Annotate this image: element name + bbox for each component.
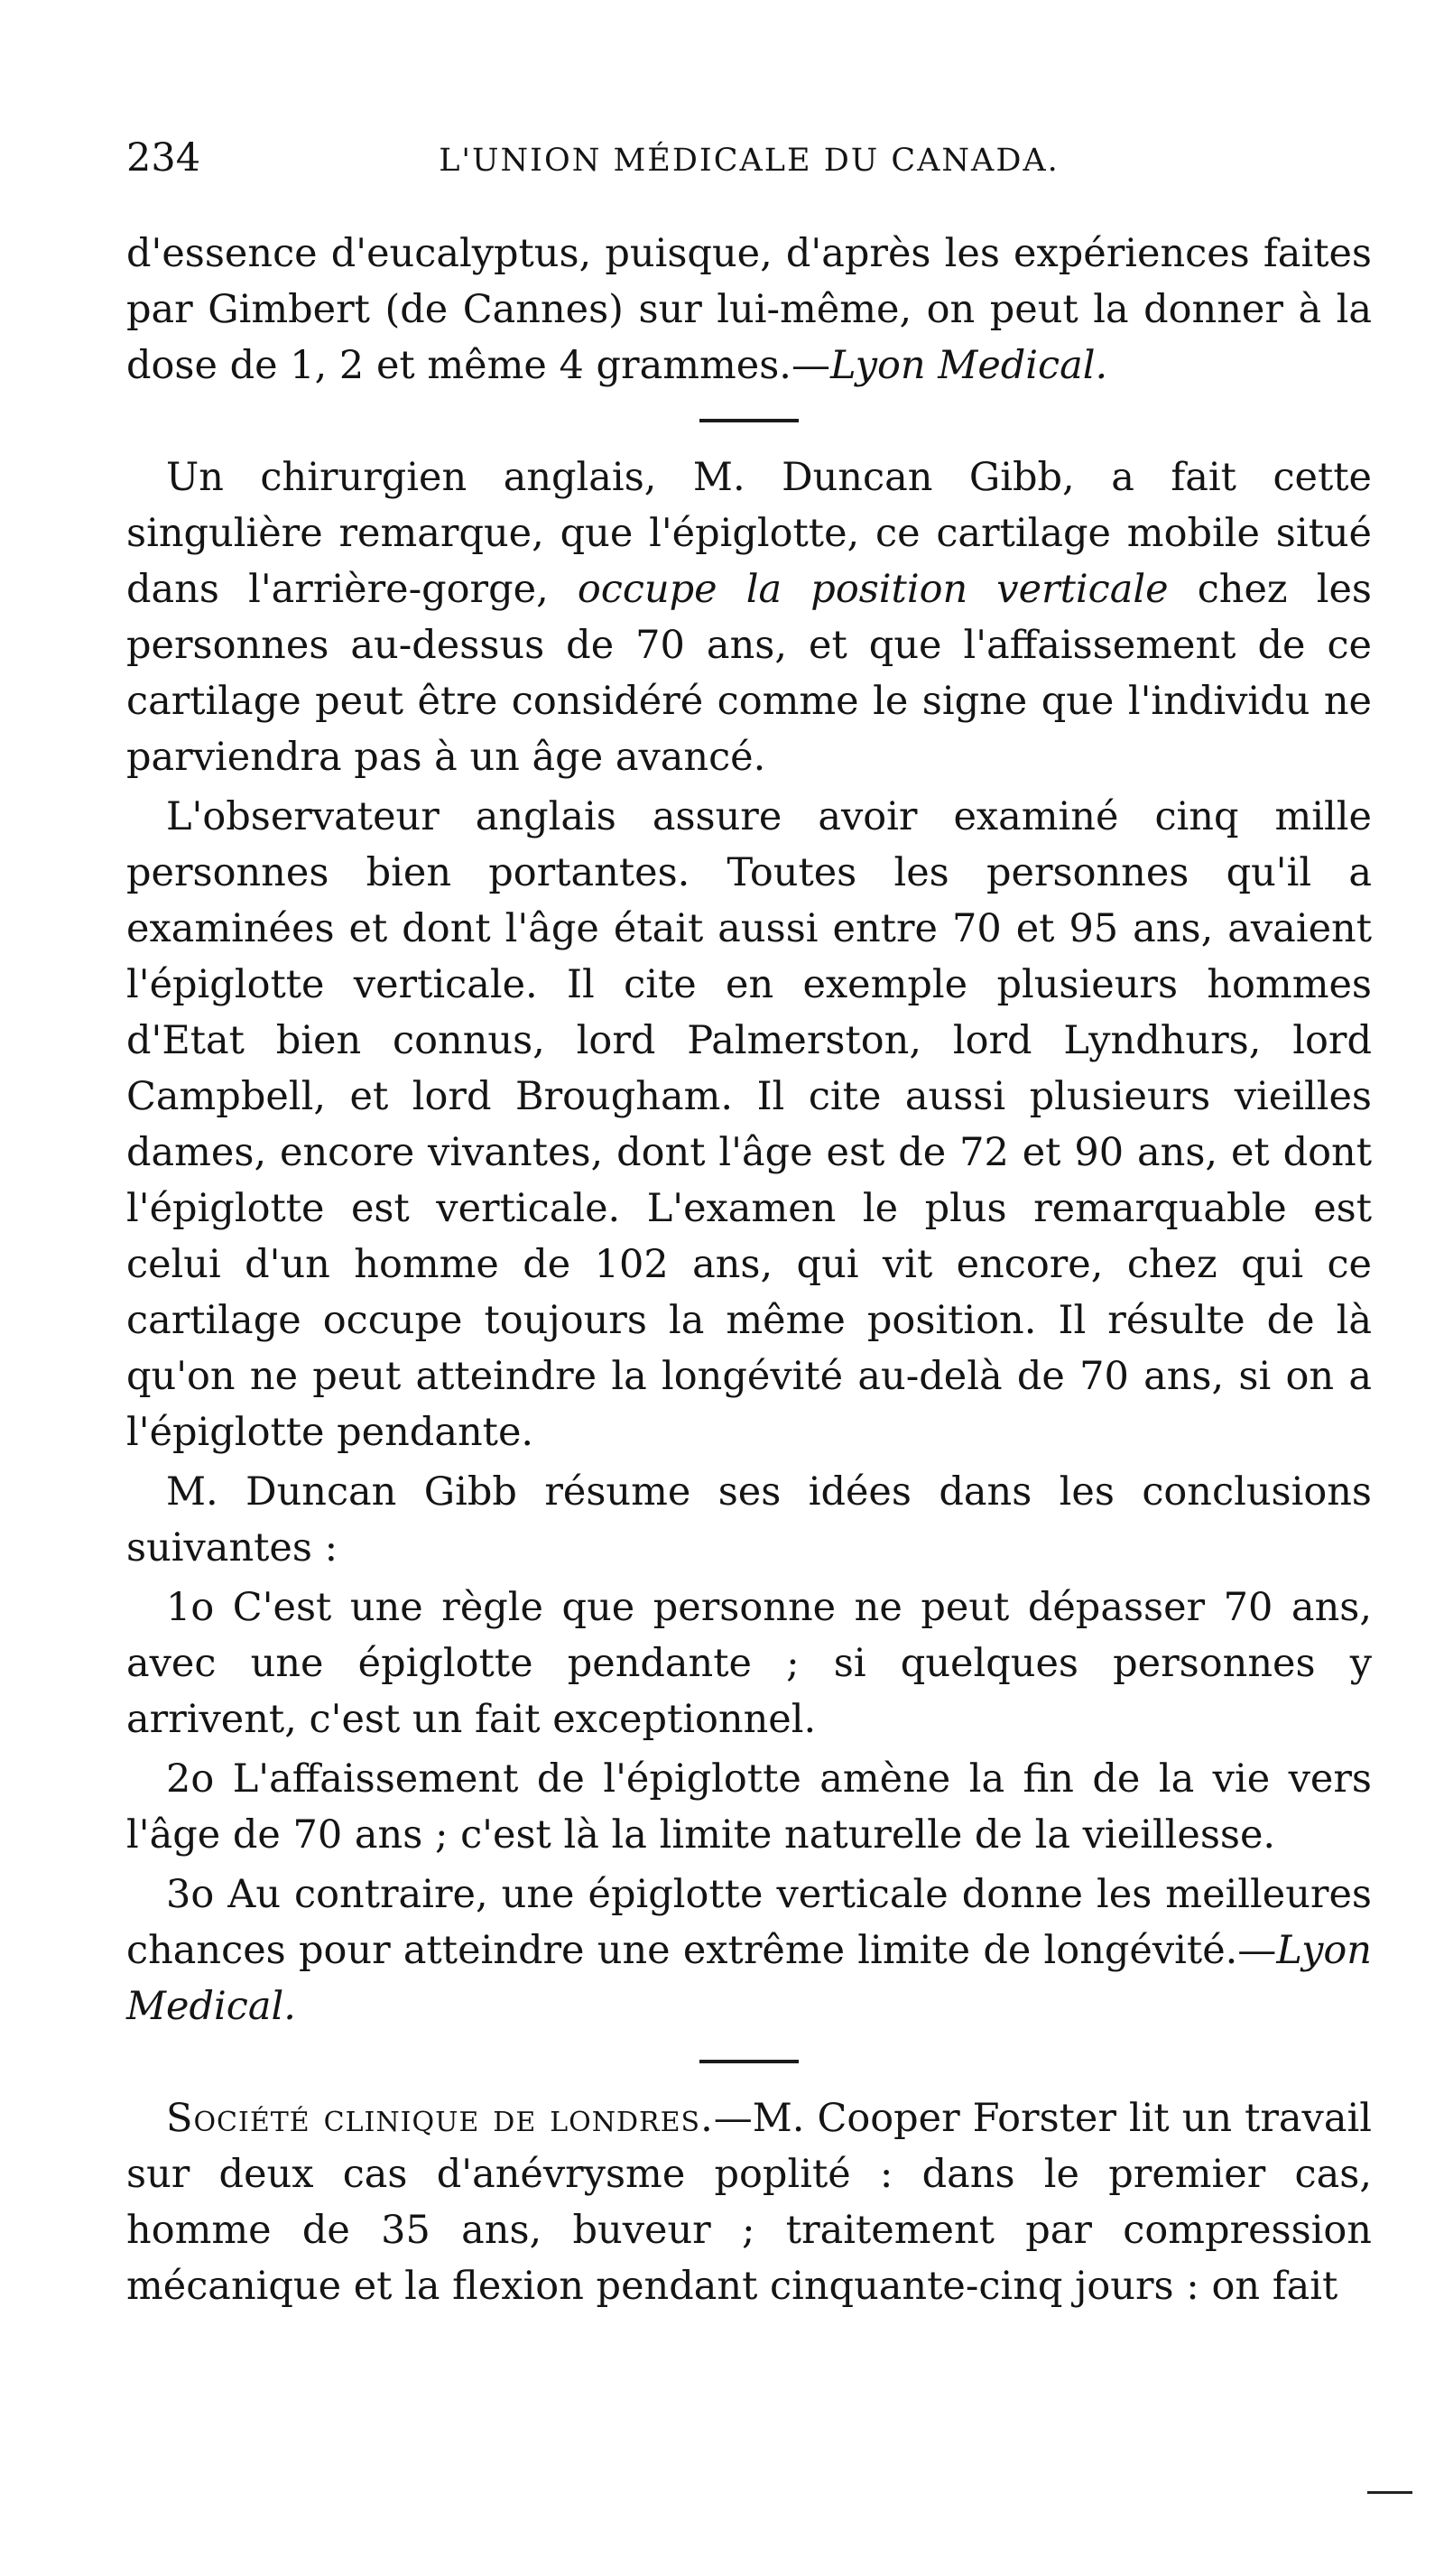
page-number: 234 [126, 135, 201, 181]
conclusion-2: 2o L'affaissement de l'épiglotte amène la fin de la vie vers l'âge de 70 ans ; c'est là la limite naturelle de la vieillesse. [126, 1756, 1372, 1858]
article-epiglotte-conclusions-lead: M. Duncan Gibb résume ses idées dans les conclusions suivantes : [126, 1469, 1372, 1571]
intro-italic-phrase: occupe la position verticale [577, 567, 1169, 612]
article-societe-clinique [126, 2090, 1372, 2314]
section-divider [699, 2060, 799, 2063]
page-header [126, 135, 1372, 190]
conclusion-3-text: 3o Au contraire, une épiglotte verticale donne les meilleures chances pour atteindre une extrême limite de longévité.— [126, 1872, 1372, 1973]
conclusion-3-source: Lyon Medical. [126, 1928, 1372, 2029]
page [126, 135, 1372, 2314]
page-edge-mark [1367, 2491, 1412, 2494]
article-eucalyptus-paragraph [126, 226, 1372, 394]
running-title: L'UNION MÉDICALE DU CANADA. [439, 143, 1060, 179]
article-epiglotte-intro [126, 449, 1372, 785]
conclusion-3 [126, 1867, 1372, 2034]
article-eucalyptus-source: Lyon Medical. [829, 343, 1108, 388]
intro-text-b: chez les personnes au-dessus de 70 ans, et que l'affaissement de ce cartilage peut être considéré comme le signe que l'individu ne parviendra pas à un âge avancé. [126, 567, 1372, 780]
article-eucalyptus-text: d'essence d'eucalyptus, puisque, d'après les expériences faites par Gimbert (de Cannes) sur lui-même, on peut la donner à la dose de 1, 2 et même 4 grammes.— [126, 231, 1372, 388]
societe-clinique-heading: Société clinique de londres. [166, 2096, 714, 2141]
conclusion-1: 1o C'est une règle que personne ne peut dépasser 70 ans, avec une épiglotte pendante ; si quelques personnes y arrivent, c'est un fait exceptionnel. [126, 1585, 1372, 1742]
section-divider [699, 419, 799, 422]
intro-text-a: Un chirurgien anglais, M. Duncan Gibb, a fait cette singulière remarque, que l'épiglotte, ce cartilage mobile situé dans l'arrière-gorge, [126, 455, 1372, 612]
article-epiglotte-observations: L'observateur anglais assure avoir examiné cinq mille personnes bien portantes. Toutes les personnes qu'il a examinées et dont l'âge était aussi entre 70 et 95 ans, avaient l'épiglotte verticale. Il cite en exemple plusieurs hommes d'Etat bien connus, lord Palmerston, lord Lyndhurs, lord Campbell, et lord Brougham. Il cite aussi plusieurs vieilles dames, encore vivantes, dont l'âge est de 72 et 90 ans, et dont l'épiglotte est verticale. L'examen le plus remarquable est celui d'un homme de 102 ans, qui vit encore, chez qui ce cartilage occupe toujours la même position. Il résulte de là qu'on ne peut atteindre la longévité au-delà de 70 ans, si on a l'épiglotte pendante. [126, 794, 1372, 1455]
societe-clinique-text: —M. Cooper Forster lit un travail sur deux cas d'anévrysme poplité : dans le premier cas, homme de 35 ans, buveur ; traitement par compression mécanique et la flexion pendant cinquante-cinq jours : on fait [126, 2096, 1372, 2309]
